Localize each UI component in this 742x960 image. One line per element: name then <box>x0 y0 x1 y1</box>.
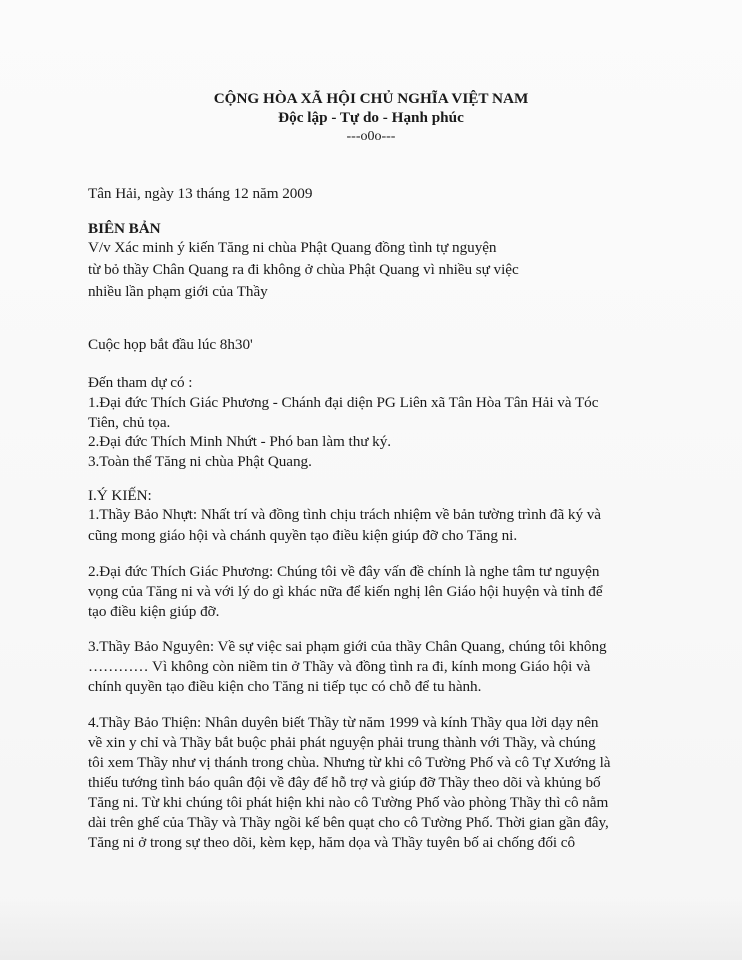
attendee-item: Tiên, chủ tọa. <box>88 414 171 431</box>
attendee-item: 3.Toàn thể Tăng ni chùa Phật Quang. <box>88 453 312 470</box>
subject-line: V/v Xác minh ý kiến Tăng ni chùa Phật Quang đồng tình tự nguyện <box>88 239 497 256</box>
attendees-heading: Đến tham dự có : <box>88 374 193 391</box>
opinion-line: ………… Vì không còn niềm tin ở Thầy và đồng tình ra đi, kính mong Giáo hội và <box>88 658 591 675</box>
opinion-line: dài trên ghế của Thầy và Thầy ngồi kế bên quạt cho cô Tường Phố. Thời gian gần đây, <box>88 814 609 831</box>
opinion-line: 4.Thầy Bảo Thiện: Nhân duyên biết Thầy từ năm 1999 và kính Thầy qua lời dạy nên <box>88 714 599 731</box>
opinion-line: 3.Thầy Bảo Nguyên: Về sự việc sai phạm giới của thầy Chân Quang, chúng tôi không <box>88 638 607 655</box>
document-title: BIÊN BẢN <box>88 220 161 237</box>
opinion-line: 1.Thầy Bảo Nhựt: Nhất trí và đồng tình chịu trách nhiệm về bản tường trình đã ký và <box>88 506 601 523</box>
opinion-line: vọng của Tăng ni và với lý do gì khác nữa để kiến nghị lên Giáo hội huyện và tỉnh để <box>88 583 603 600</box>
opinion-line: chính quyền tạo điều kiện cho Tăng ni tiếp tục có chỗ để tu hành. <box>88 678 482 695</box>
page-bottom-shade <box>0 900 742 960</box>
motto-heading: Độc lập - Tự do - Hạnh phúc <box>278 109 464 126</box>
opinion-line: tôi xem Thầy như vị thánh trong chùa. Nhưng từ khi cô Tường Phố và cô Tự Xướng là <box>88 754 611 771</box>
subject-line: từ bỏ thầy Chân Quang ra đi không ở chùa Phật Quang vì nhiều sự việc <box>88 261 519 278</box>
opinion-line: cũng mong giáo hội và chánh quyền tạo điều kiện giúp đỡ cho Tăng ni. <box>88 527 518 544</box>
meeting-start: Cuộc họp bắt đầu lúc 8h30' <box>88 336 253 353</box>
attendee-item: 2.Đại đức Thích Minh Nhứt - Phó ban làm thư ký. <box>88 433 392 450</box>
attendee-item: 1.Đại đức Thích Giác Phương - Chánh đại diện PG Liên xã Tân Hòa Tân Hải và Tóc <box>88 394 599 411</box>
subject-line: nhiều lần phạm giới của Thầy <box>88 283 268 300</box>
opinion-line: Tăng ni. Từ khi chúng tôi phát hiện khi nào cô Tường Phố vào phòng Thầy thì cô nằm <box>88 794 609 811</box>
opinion-line: về xin y chỉ và Thầy bắt buộc phải phát nguyện phải trung thành với Thầy, và chúng <box>88 734 596 751</box>
opinion-line: Tăng ni ở trong sự theo dõi, kèm kẹp, hăm dọa và Thầy tuyên bố ai chống đối cô <box>88 834 576 851</box>
opinions-heading: I.Ý KIẾN: <box>88 487 152 504</box>
country-heading: CỘNG HÒA XÃ HỘI CHỦ NGHĨA VIỆT NAM <box>213 90 529 107</box>
opinion-line: thiếu tướng tình báo quân đội về đây để hỗ trợ và giúp đỡ Thầy theo dõi và khủng bố <box>88 774 601 791</box>
opinion-line: tạo điều kiện giúp đỡ. <box>88 603 220 620</box>
date-line: Tân Hải, ngày 13 tháng 12 năm 2009 <box>88 185 313 202</box>
opinion-line: 2.Đại đức Thích Giác Phương: Chúng tôi về đây vấn đề chính là nghe tâm tư nguyện <box>88 563 600 580</box>
ornament-divider: ---o0o--- <box>346 129 396 144</box>
